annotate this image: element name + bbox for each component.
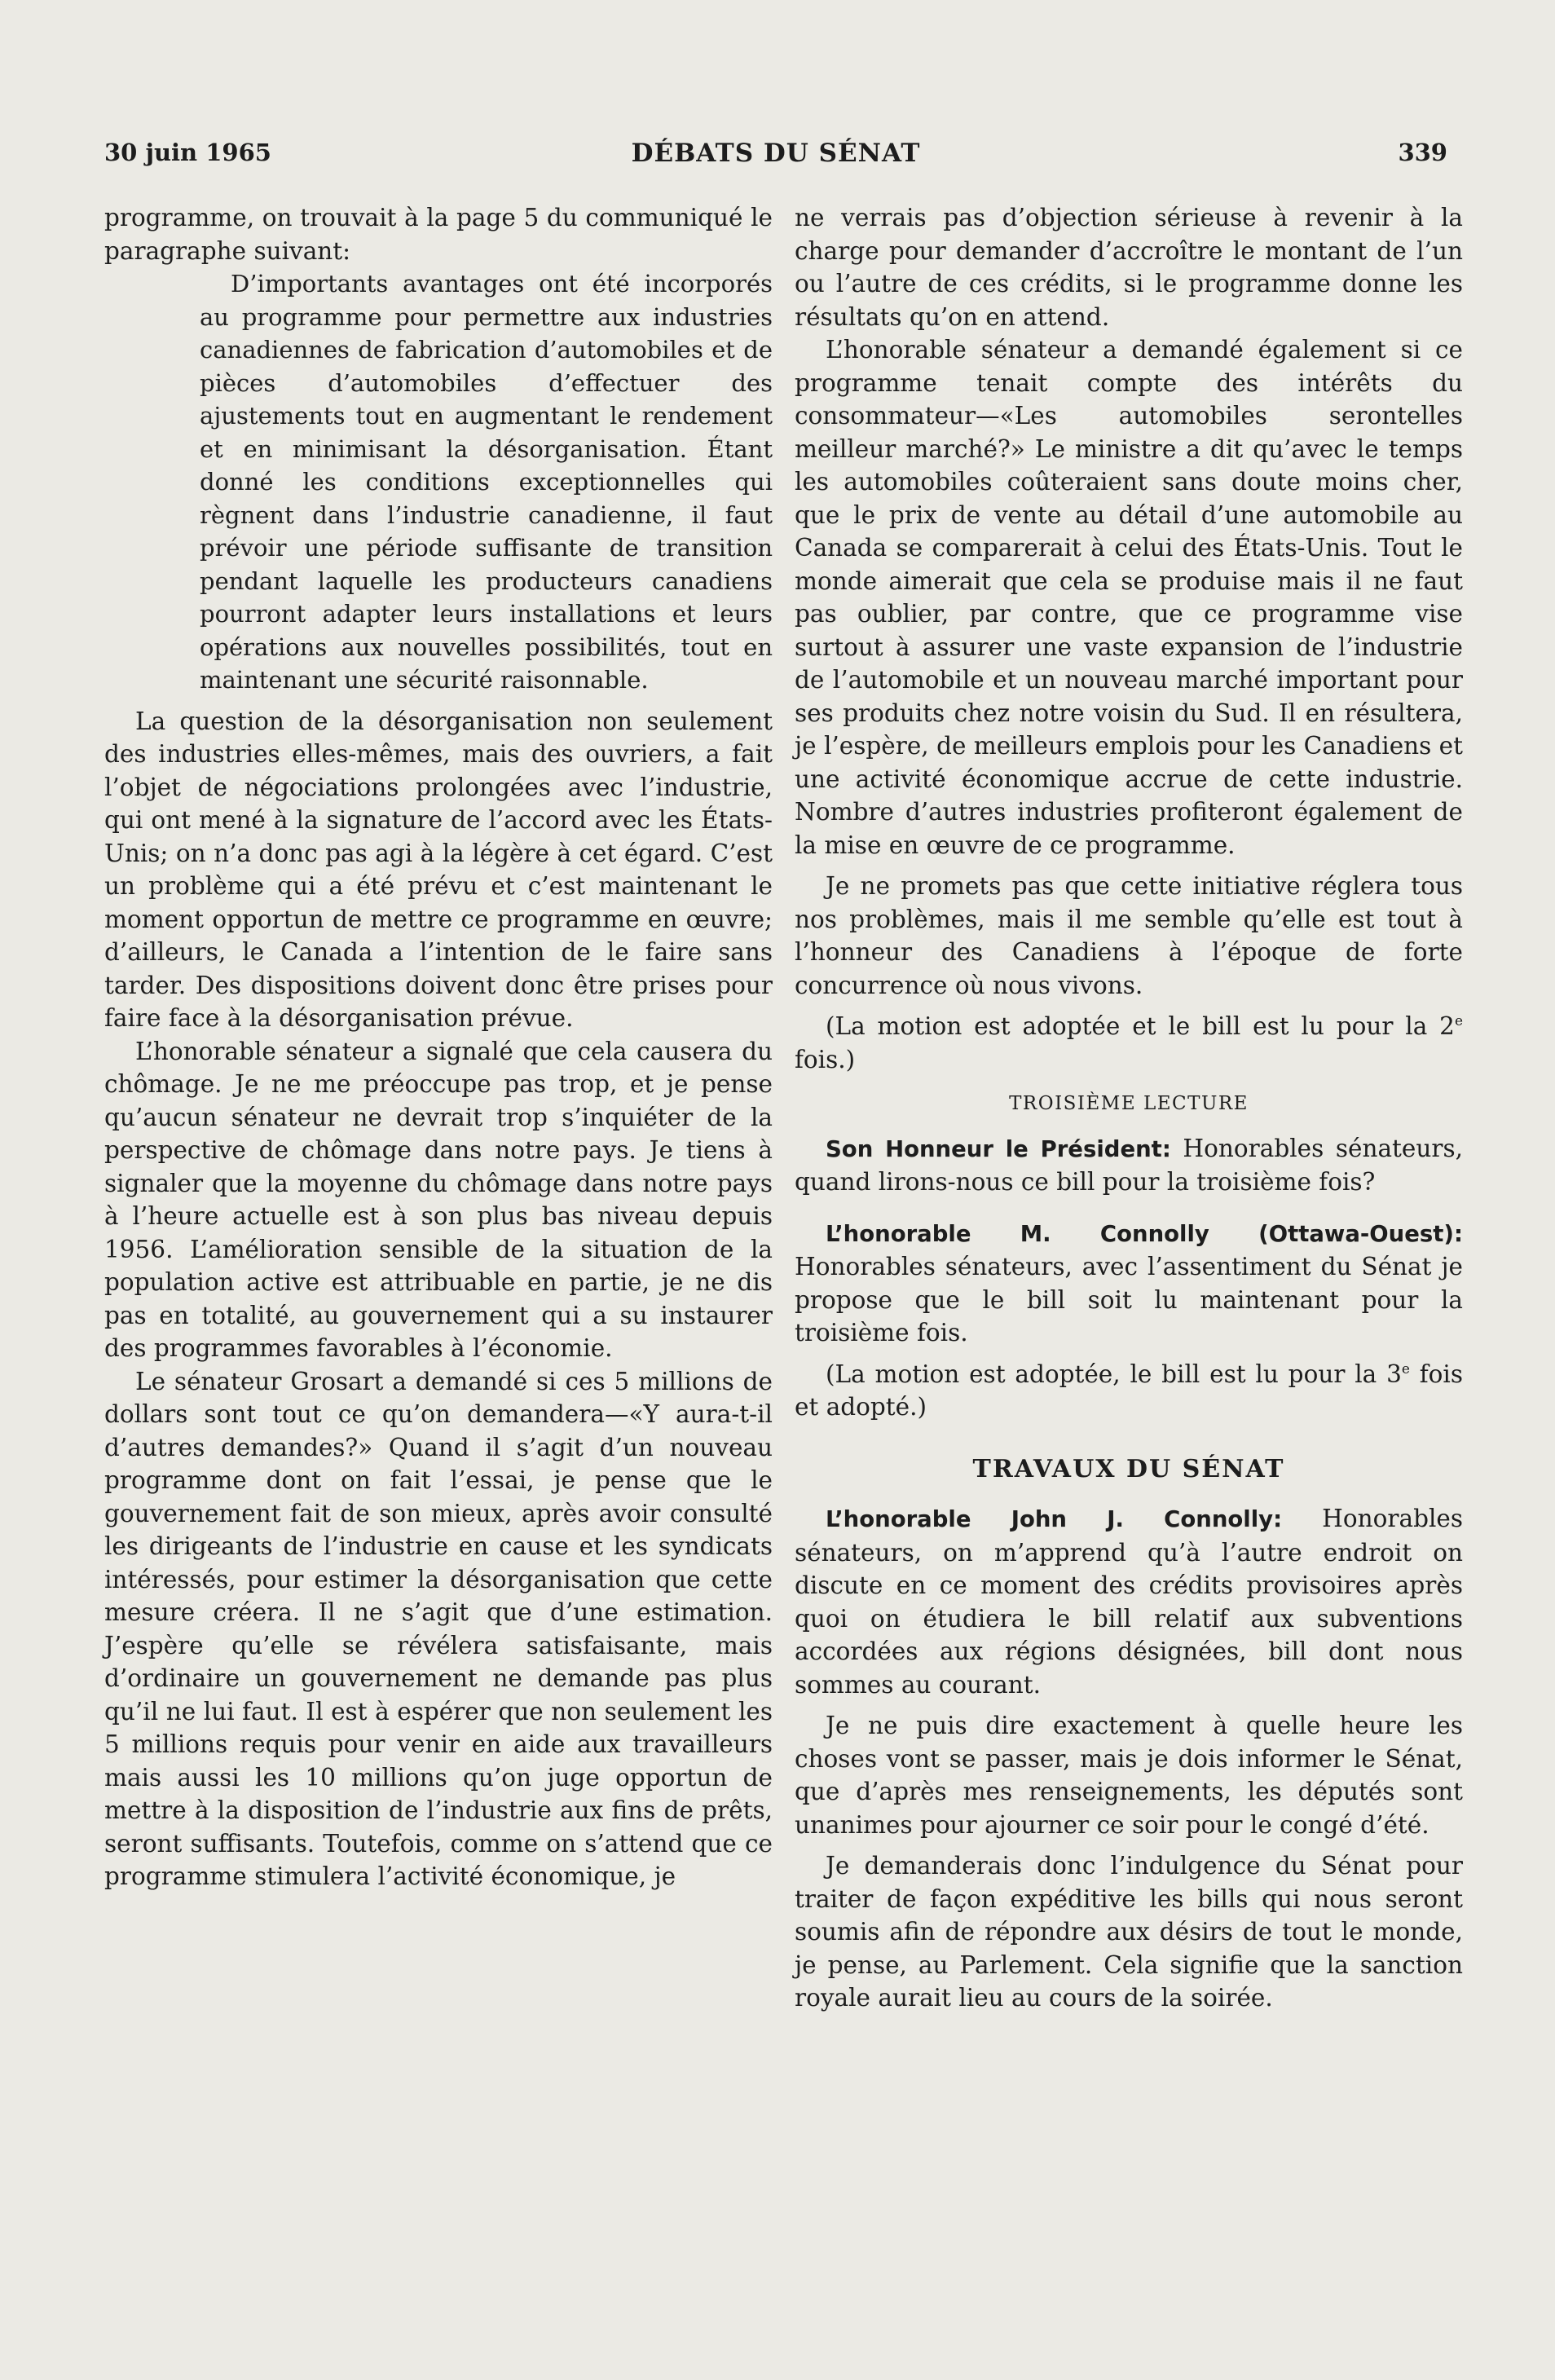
speech	[795, 1132, 1463, 1199]
paragraph: L’honorable sénateur a demandé également si ce programme tenait compte des intérêts du consommateur—«Les automobiles serontelles meilleur marché?» Le ministre a dit qu’avec le temps les automobiles coûteraient sans doute moins cher, que le prix de vente au détail d’une automobile au Canada se comparerait à celui des États-Unis. Tout le monde aimerait que cela se produise mais il ne faut pas oublier, par contre, que ce programme vise surtout à assurer une vaste expansion de l’industrie de l’automobile et un nouveau marché important pour ses produits chez notre voisin du Sud. Il en résultera, je l’espère, de meilleurs emplois pour les Canadiens et une activité économique accrue de cette industrie. Nombre d’autres industries profiteront également de la mise en œuvre de ce programme.	[795, 336, 1463, 859]
speech-text: Honorables sénateurs, avec l’assentiment du Sénat je propose que le bill soit lu maintenant pour la troisième fois.	[795, 1253, 1463, 1346]
speech	[795, 1217, 1463, 1350]
right-column	[795, 201, 1463, 2015]
paragraph: Je demanderais donc l’indulgence du Sénat pour traiter de façon expéditive les bills qui nous seront soumis afin de répondre aux désirs de tout le monde, je pense, au Parlement. Cela signifie que la sanction royale aurait lieu au cours de la soirée.	[795, 1852, 1463, 2012]
paragraph: ne verrais pas d’objection sérieuse à revenir à la charge pour demander d’accroître le montant de l’un ou l’autre de ces crédits, si le programme donne les résultats qu’on en attend.	[795, 204, 1463, 331]
motion-note	[795, 1358, 1463, 1424]
speech	[795, 1502, 1463, 1701]
paragraph: Le sénateur Grosart a demandé si ces 5 millions de dollars sont tout ce qu’on demandera—«Y aura-t-il d’autres demandes?» Quand il s’agit d’un nouveau programme dont on fait l’essai, je pense que le gouvernement fait de son mieux, après avoir consulté les dirigeants de l’industrie en cause et les syndicats intéressés, pour estimer la désorganisation que cette mesure créera. Il ne s’agit que d’une estimation. J’espère qu’elle se révélera satisfaisante, mais d’ordinaire un gouvernement ne demande pas plus qu’il ne lui faut. Il est à espérer que non seulement les 5 millions requis pour venir en aide aux travailleurs mais aussi les 10 millions qu’on juge opportun de mettre à la disposition de l’industrie aux fins de prêts, seront suffisants. Toutefois, comme on s’attend que ce programme stimulera l’activité économique, je	[104, 1367, 773, 1890]
speech-text: Honorables sénateurs, quand lirons-nous ce bill pour la troisième fois?	[795, 1134, 1463, 1196]
left-column	[104, 201, 773, 1893]
header-date: 30 juin 1965	[104, 139, 271, 166]
running-header	[104, 139, 1447, 174]
section-heading-senate-business: TRAVAUX DU SÉNAT	[972, 1454, 1285, 1483]
motion-text-end: fois et adopté.)	[795, 1360, 1463, 1421]
paragraph: La question de la désorganisation non seulement des industries elles-mêmes, mais des ouvriers, a fait l’objet de négociations prolongées avec l’industrie, qui ont mené à la signature de l’accord avec les États-Unis; on n’a donc pas agi à la légère à cet égard. C’est un problème qui a été prévu et c’est maintenant le moment opportun de mettre ce programme en œuvre; d’ailleurs, le Canada a l’intention de le faire sans tarder. Des dispositions doivent donc être prises pour faire face à la désorganisation prévue.	[104, 707, 773, 1032]
block-quote	[200, 267, 773, 697]
header-journal-title: DÉBATS DU SÉNAT	[631, 139, 921, 168]
motion-text-end: fois.)	[795, 1045, 856, 1073]
motion-note	[795, 1010, 1463, 1076]
paragraph: Je ne promets pas que cette initiative réglera tous nos problèmes, mais il me semble qu’elle est tout à l’honneur des Canadiens à l’époque de forte concurrence où nous vivons.	[795, 872, 1463, 999]
motion-text: (La motion est adoptée, le bill est lu pour la 3	[826, 1360, 1402, 1388]
speaker-name: L’honorable M. Connolly (Ottawa-Ouest):	[826, 1220, 1463, 1247]
motion-text: (La motion est adoptée et le bill est lu pour la 2	[826, 1012, 1455, 1040]
speaker-name: Son Honneur le Président:	[826, 1135, 1171, 1162]
speech-text: Honorables sénateurs, on m’apprend qu’à l’autre endroit on discute en ce moment des crédits provisoires après quoi on étudiera le bill relatif aux subventions accordées aux régions désignées, bill dont nous sommes au courant.	[795, 1505, 1463, 1699]
paragraph: programme, on trouvait à la page 5 du communiqué le paragraphe suivant:	[104, 204, 773, 265]
paragraph: L’honorable sénateur a signalé que cela causera du chômage. Je ne me préoccupe pas trop, et je pense qu’aucun sénateur ne devrait trop s’inquiéter de la perspective de chômage dans notre pays. Je tiens à signaler que la moyenne du chômage dans notre pays à l’heure actuelle est à son plus bas niveau depuis 1956. L’amélioration sensible de la situation de la population active est attribuable en partie, je ne dis pas en totalité, au gouvernement qui a su instaurer des programmes favorables à l’économie.	[104, 1037, 773, 1362]
ordinal-superscript: e	[1401, 1360, 1410, 1377]
quote-text: D’importants avantages ont été incorporés au programme pour permettre aux industries canadiennes de fabrication d’automobiles et de pièces d’automobiles d’effectuer des ajustements tout en augmentant le rendement et en minimisant la désorganisation. Étant donné les conditions exceptionnelles qui règnent dans l’industrie canadienne, il faut prévoir une période suffisante de transition pendant laquelle les producteurs canadiens pourront adapter leurs installations et leurs opérations aux nouvelles possibilités, tout en maintenant une sécurité raisonnable.	[200, 270, 773, 694]
ordinal-superscript: e	[1454, 1013, 1463, 1030]
paragraph: Je ne puis dire exactement à quelle heure les choses vont se passer, mais je dois informer le Sénat, que d’après mes renseignements, les députés sont unanimes pour ajourner ce soir pour le congé d’été.	[795, 1712, 1463, 1839]
header-page-number: 339	[1398, 139, 1447, 166]
speaker-name: L’honorable John J. Connolly:	[826, 1506, 1283, 1532]
section-heading-third-reading: TROISIÈME LECTURE	[1009, 1093, 1249, 1114]
